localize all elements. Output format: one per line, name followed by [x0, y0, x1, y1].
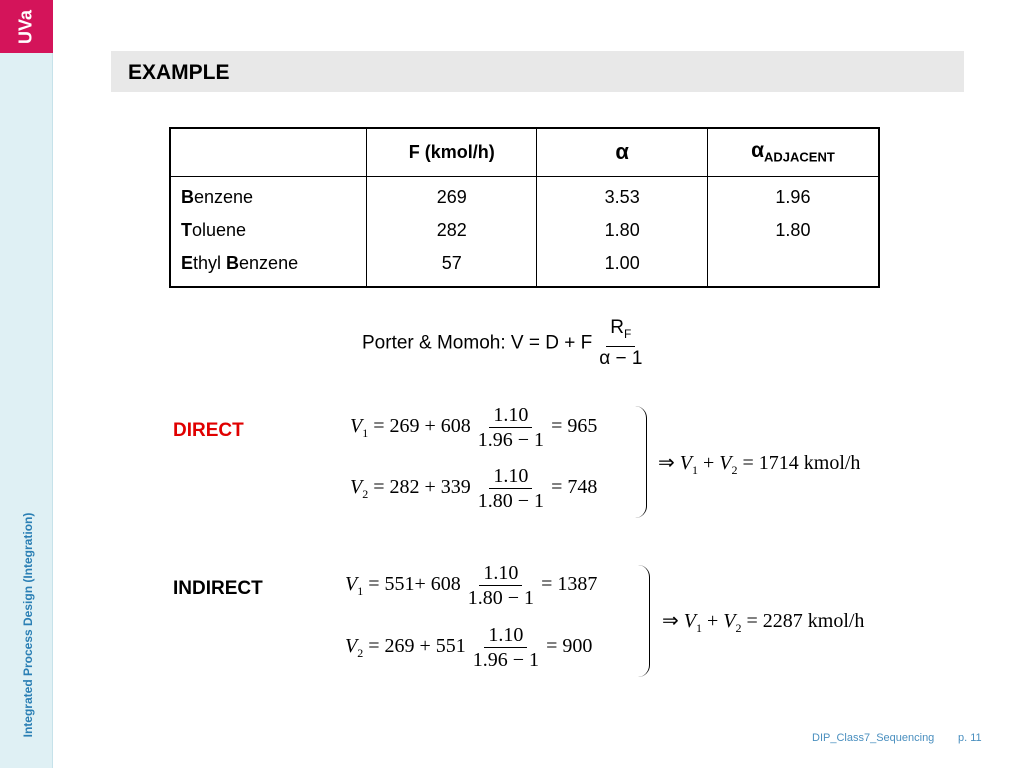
indirect-brace	[638, 565, 650, 677]
component-benzene: Benzene	[181, 186, 254, 207]
direct-total: ⇒ $V_1 + V_2 = 1714$ kmol/h	[658, 452, 861, 477]
table-header-row	[170, 128, 879, 176]
alpha-values: 3.53 1.80 1.00	[537, 176, 707, 287]
sidebar-course-title: Integrated Process Design (Integration)	[21, 512, 35, 738]
uva-logo: UVa	[0, 0, 53, 53]
table-row	[170, 176, 879, 287]
component-toluene: Toluene	[181, 219, 247, 240]
component-names	[170, 176, 366, 287]
indirect-label: INDIRECT	[173, 578, 263, 599]
porter-momoh-formula: Porter & Momoh: V = D + F $\frac{R_F}{\alpha - 1}$	[362, 317, 643, 369]
indirect-total: ⇒ $V_1 + V_2 = 2287$ kmol/h	[662, 610, 865, 635]
component-ethylbenzene: Ethyl Benzene	[181, 252, 299, 273]
direct-label: DIRECT	[173, 420, 244, 441]
direct-brace	[635, 406, 647, 518]
header-alpha-adjacent: $\alpha_{ADJACENT}$	[707, 128, 879, 176]
components-table	[169, 127, 880, 288]
slide-title: EXAMPLE	[128, 61, 230, 84]
title-bar	[111, 51, 964, 92]
flow-values: 269 282 57	[366, 176, 537, 287]
footer-page-number: p. 11	[958, 732, 982, 744]
sidebar	[0, 0, 53, 768]
indirect-eq-v1: $V_1 = 551+ 608$ $\frac{1.10}{1.80 - 1}$ = 1387	[345, 562, 598, 609]
direct-eq-v2: $V_2 = 282 + 339$ $\frac{1.10}{1.80 - 1}$ = 748	[350, 465, 598, 512]
header-alpha: α	[537, 128, 707, 176]
alpha-adjacent-values: 1.96 1.80	[707, 176, 879, 287]
direct-eq-v1: $V_1 = 269 + 608$ $\frac{1.10}{1.96 - 1}$ = 965	[350, 404, 598, 451]
header-flow: F (kmol/h)	[366, 128, 537, 176]
indirect-eq-v2: $V_2 = 269 + 551$ $\frac{1.10}{1.96 - 1}$ = 900	[345, 624, 593, 671]
footer-course: DIP_Class7_Sequencing	[812, 732, 935, 744]
header-empty	[170, 128, 366, 176]
